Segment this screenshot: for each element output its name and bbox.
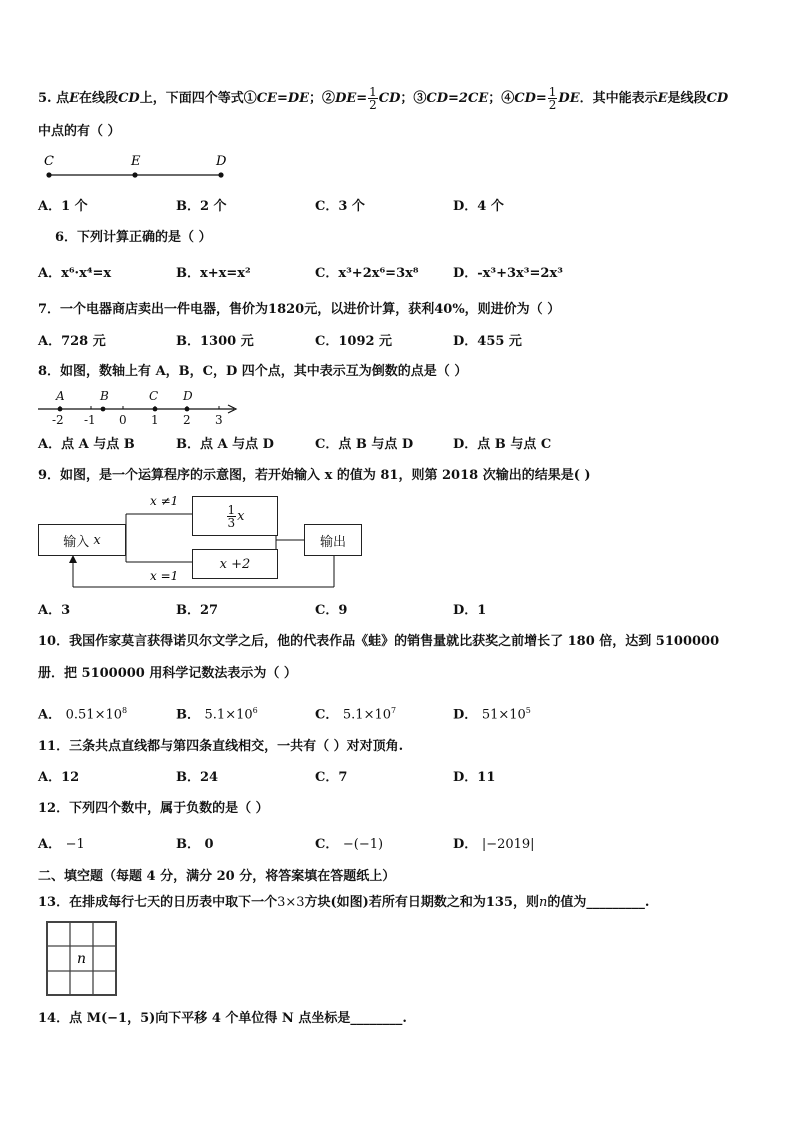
answer-blank[interactable]: ________ [350, 1011, 403, 1026]
tick-label: 2 [183, 413, 191, 427]
q8-option-d[interactable]: D．点 B 与点 C [453, 437, 552, 452]
point-c [153, 407, 158, 412]
q10-option-b[interactable]: B． $5.1\times 10^6$ [176, 706, 258, 723]
q8-option-c[interactable]: C．点 B 与点 D [315, 437, 414, 452]
segment-cd-figure [38, 152, 238, 182]
fraction-half: $\frac{1}{2}$ [548, 85, 557, 112]
calendar-grid-figure [46, 921, 118, 997]
label-c: C [149, 389, 159, 403]
fraction-half: $\frac{1}{2}$ [369, 85, 377, 112]
tick-label: 3 [215, 413, 223, 427]
q5-option-d[interactable]: D．4 个 [453, 199, 504, 214]
q7-option-b[interactable]: B．1300 元 [176, 334, 254, 349]
arrow-up-icon [69, 555, 77, 563]
q8-option-a[interactable]: A．点 A 与点 B [38, 437, 135, 452]
label-c: C [44, 154, 54, 169]
condition-not-one: x ≠1 [150, 494, 179, 508]
flowchart-figure [38, 492, 368, 592]
q5-line1: 5. 点E在线段CD上，下面四个等式①CE=DE；②DE= $\frac{1}{2}$ CD；③CD=2CE；④CD= $\frac{1}{2}$ DE．其中能表示E是线段CD [38, 85, 729, 112]
label-d: D [183, 389, 193, 403]
q13-stem: 13．在排成每行七天的日历表中取下一个3×3方块(如图)若所有日期数之和为135，则n的值为_________. [38, 895, 650, 910]
q6-option-c[interactable]: C．x³+2x⁶=3x⁸ [315, 266, 419, 281]
q7-option-a[interactable]: A．728 元 [38, 334, 106, 349]
q6-option-a[interactable]: A．x⁶·x⁴=x [38, 266, 112, 281]
grid-center-label: n [77, 951, 87, 967]
label-b: B [100, 389, 109, 403]
tick-label: -1 [84, 413, 96, 427]
q7-option-d[interactable]: D．455 元 [453, 334, 522, 349]
q8-option-b[interactable]: B．点 A 与点 D [176, 437, 274, 452]
q12-stem: 12．下列四个数中，属于负数的是（ ） [38, 801, 269, 816]
q8-stem: 8．如图，数轴上有 A，B，C，D 四个点，其中表示互为倒数的点是（ ） [38, 364, 468, 379]
output-box: 输出 [304, 524, 362, 556]
q9-option-b[interactable]: B．27 [176, 603, 219, 618]
point-b [101, 407, 106, 412]
q9-option-c[interactable]: C．9 [315, 603, 348, 618]
q12-option-c[interactable]: C． −(−1) [315, 837, 384, 852]
q14-stem: 14．点 M(−1，5)向下平移 4 个单位得 N 点坐标是________. [38, 1011, 407, 1026]
q5-option-b[interactable]: B．2 个 [176, 199, 227, 214]
q5-option-c[interactable]: C．3 个 [315, 199, 365, 214]
number-line-figure [38, 388, 243, 430]
q12-option-a[interactable]: A． −1 [38, 837, 85, 852]
condition-one: x =1 [150, 569, 179, 583]
q11-option-b[interactable]: B．24 [176, 770, 219, 785]
answer-blank[interactable]: _________ [586, 895, 645, 910]
point-d [185, 407, 190, 412]
point-d [218, 172, 223, 177]
q6-option-b[interactable]: B．x+x=x² [176, 266, 251, 281]
q12-option-d[interactable]: D． |−2019| [453, 837, 535, 852]
q11-option-c[interactable]: C．7 [315, 770, 348, 785]
q12-option-b[interactable]: B． 0 [176, 837, 214, 852]
point-e [132, 172, 137, 177]
label-d: D [216, 154, 227, 169]
q6-option-d[interactable]: D．-x³+3x³=2x³ [453, 266, 563, 281]
q6-stem: 6．下列计算正确的是（ ） [55, 230, 212, 245]
input-box: 输入 x [38, 524, 126, 556]
point-c [46, 172, 51, 177]
tick-label: 1 [151, 413, 159, 427]
q5-option-a[interactable]: A．1 个 [38, 199, 88, 214]
q10-option-a[interactable]: A． $0.51\times 10^8$ [38, 706, 128, 723]
q7-stem: 7．一个电器商店卖出一件电器，售价为1820元，以进价计算，获利40%，则进价为（ ） [38, 302, 561, 317]
q10-line2: 册．把 5100000 用科学记数法表示为（ ） [38, 666, 297, 681]
q11-option-d[interactable]: D．11 [453, 770, 496, 785]
operation-third-box: $\frac{1}{3}$ x [192, 496, 278, 536]
q5-line2: 中点的有（ ） [38, 124, 121, 139]
q7-option-c[interactable]: C．1092 元 [315, 334, 393, 349]
q11-option-a[interactable]: A．12 [38, 770, 80, 785]
q10-line1: 10．我国作家莫言获得诺贝尔文学之后，他的代表作品《蛙》的销售量就比获奖之前增长了 180 倍，达到 5100000 [38, 634, 720, 649]
q10-option-d[interactable]: D． $51\times 10^5$ [453, 706, 531, 723]
point-a [58, 407, 63, 412]
label-a: A [56, 389, 65, 403]
q11-stem: 11．三条共点直线都与第四条直线相交，一共有（ ）对对顶角. [38, 739, 404, 754]
section-heading: 二、填空题（每题 4 分，满分 20 分，将答案填在答题纸上） [38, 869, 396, 884]
q9-option-a[interactable]: A．3 [38, 603, 71, 618]
q10-option-c[interactable]: C． $5.1\times 10^7$ [315, 706, 397, 723]
label-e: E [131, 154, 141, 169]
tick-label: 0 [119, 413, 127, 427]
tick-label: -2 [52, 413, 64, 427]
q9-stem: 9．如图，是一个运算程序的示意图，若开始输入 x 的值为 81，则第 2018 次输出的结果是( ) [38, 468, 591, 483]
operation-plus-two-box: x +2 [192, 549, 278, 579]
q9-option-d[interactable]: D．1 [453, 603, 487, 618]
